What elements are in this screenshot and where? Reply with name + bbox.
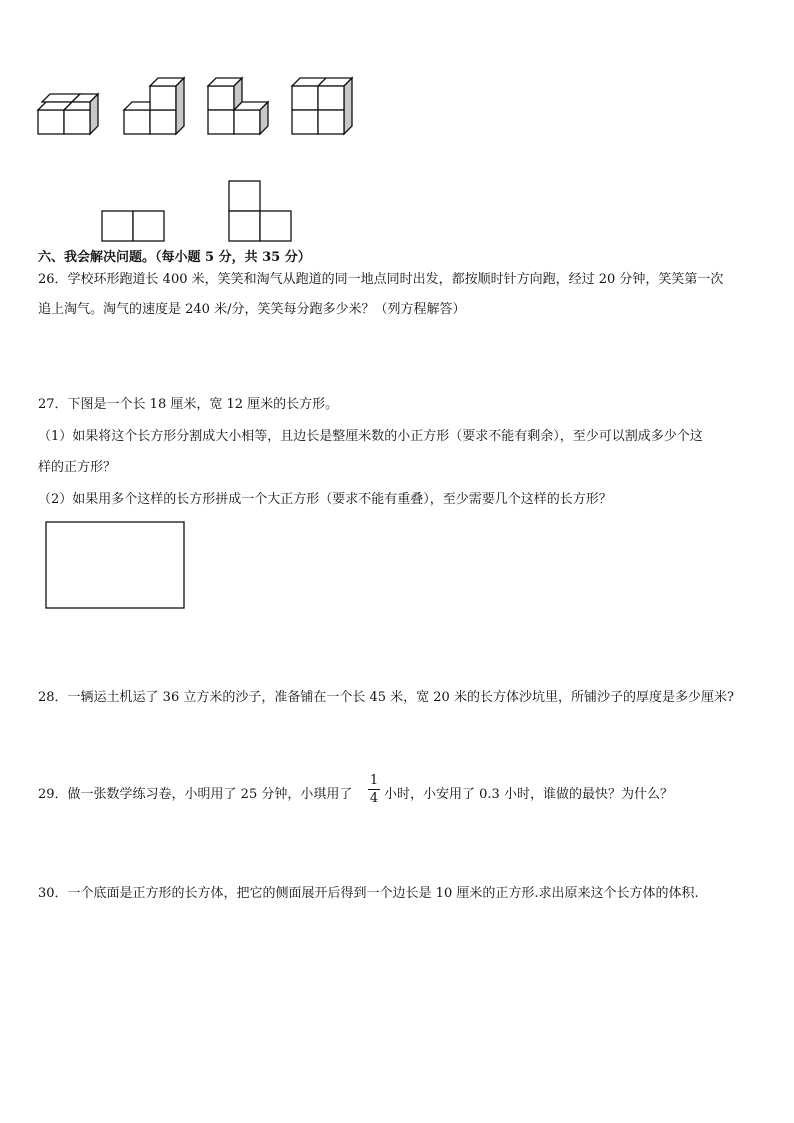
section-heading: 六、我会解决问题。（每小题 5 分，共 35 分） [38, 250, 311, 265]
question-27-part-2: （2）如果用多个这样的长方形拼成一个大正方形（要求不能有重叠），至少需要几个这样的长方形？ [38, 492, 612, 507]
fraction-denominator: 4 [369, 791, 379, 806]
question-27-part-1-line-2: 样的正方形？ [38, 460, 117, 475]
fraction-one-quarter [368, 773, 380, 806]
question-30: 30．一个底面是正方形的长方体，把它的侧面展开后得到一个边长是 10 厘米的正方形.求出原来这个长方体的体积. [38, 886, 699, 901]
rectangle-figure [45, 521, 187, 611]
cube-figure-2 [122, 76, 186, 138]
question-26-line-1: 26．学校环形跑道长 400 米，笑笑和淘气从跑道的同一地点同时出发，都按顺时针方向跑，经过 20 分钟，笑笑第一次 [38, 272, 724, 287]
question-29-text-before: 29．做一张数学练习卷，小明用了 25 分钟，小琪用了 [38, 787, 353, 802]
question-29-text-after: 小时，小安用了 0.3 小时，谁做的最快？为什么？ [384, 787, 673, 802]
flat-view-l-shape [228, 180, 294, 244]
cube-figure-3 [206, 76, 270, 138]
fraction-numerator: 1 [369, 773, 379, 788]
question-27-intro: 27．下图是一个长 18 厘米，宽 12 厘米的长方形。 [38, 397, 339, 412]
fraction-bar [368, 789, 380, 790]
question-26-line-2: 追上淘气。淘气的速度是 240 米/分，笑笑每分跑多少米？（列方程解答） [38, 302, 466, 317]
question-28: 28．一辆运土机运了 36 立方米的沙子，准备铺在一个长 45 米，宽 20 米的长方体沙坑里，所铺沙子的厚度是多少厘米? [38, 690, 734, 705]
cube-figure-1 [36, 92, 100, 138]
cube-figure-4 [290, 76, 354, 138]
flat-view-two-squares [101, 210, 167, 244]
question-27-part-1-line-1: （1）如果将这个长方形分割成大小相等，且边长是整厘米数的小正方形（要求不能有剩余），至少可以割成多少个这 [38, 429, 703, 444]
